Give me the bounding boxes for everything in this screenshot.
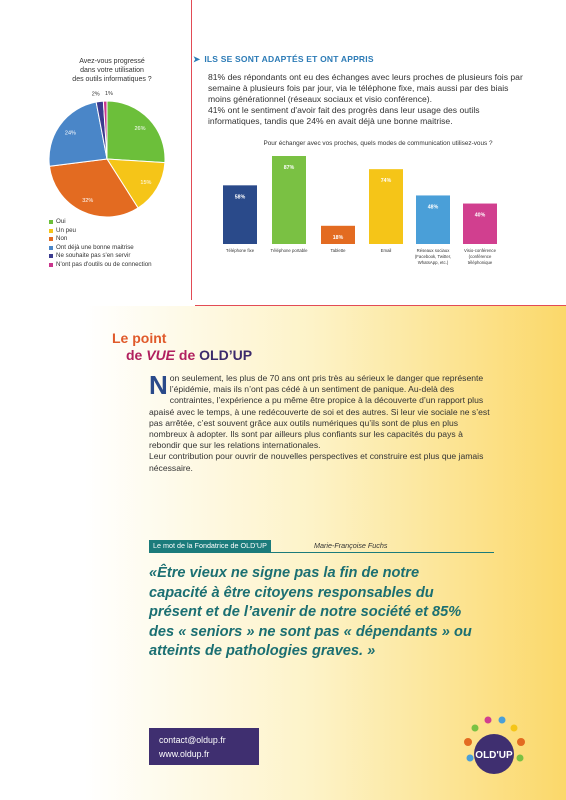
bar-category-label: Email	[380, 248, 392, 253]
bar-category-label: Réseaux sociaux	[416, 248, 450, 253]
drop-cap: N	[149, 370, 168, 400]
pov-paragraph: on seulement, les plus de 70 ans ont pris très au sérieux le danger que représente l’épidémie, mais ils n’ont pas cédé à un sentiment de panique. Au-delà des contraintes, l’expérience a pu même être propice à la découverte d’un rapport plus apaisé avec le temps, à une redécouverte de soi et des autres. Si leur vie sociale ne s’est pas arrêtée, c’est souvent grâce aux outils numériques qu’ils sont de plus en plus nombreux à adopter. Ils sont par ailleurs plus confiants sur les capacités du pays à rebondir que sur les relations internationales.	[149, 373, 490, 451]
bar-category-label: téléphonique	[467, 260, 493, 265]
pov-title-de: de	[126, 347, 147, 363]
contact-email-link[interactable]: contact@oldup.fr	[159, 735, 226, 745]
section-title-text: ILS SE SONT ADAPTÉS ET ONT APPRIS	[204, 54, 374, 64]
pie-title-line: Avez-vous progressé	[79, 58, 145, 65]
bar-value-label: 87%	[283, 165, 295, 171]
pie-slice-label: 32%	[82, 197, 94, 204]
bar-chart	[0, 0, 566, 300]
oldup-logo	[458, 712, 530, 782]
bar	[463, 204, 497, 244]
point-of-view-title	[112, 330, 252, 364]
legend-label: Non	[56, 235, 68, 242]
bar-category-label: Visio-conférence	[464, 248, 496, 253]
pov-title-oldup: OLD’UP	[199, 347, 253, 363]
bar-category-label: Tablette	[330, 248, 346, 253]
bar-chart-title: Pour échanger avec vos proches, quels modes de communication utilisez-vous ?	[263, 140, 493, 147]
founder-name: Marie-Françoise Fuchs	[314, 541, 388, 550]
bar-value-label: 18%	[332, 234, 344, 241]
founder-header	[149, 540, 494, 552]
founder-underline	[149, 552, 494, 553]
pie-slice-label: 24%	[64, 130, 76, 137]
pie-slice-label: 26%	[134, 126, 146, 133]
arrow-icon: ➤	[193, 54, 201, 64]
pov-title-vue: VUE	[146, 347, 176, 363]
pov-body	[149, 370, 494, 474]
bar-category-label: Téléphone fixe	[225, 248, 255, 253]
section-paragraph: 41% ont le sentiment d'avoir fait des progrès dans leur usage des outils informatiques, tandis que 24% en avait déjà une bonne maitrise.	[208, 105, 480, 126]
legend-label: Oui	[56, 218, 66, 225]
pie-title-line: dans votre utilisation	[80, 67, 144, 74]
pov-title-line1: Le point	[112, 330, 167, 346]
pie-slice-label: 15%	[140, 180, 152, 187]
legend-label: Un peu	[56, 226, 76, 234]
bar-value-label: 74%	[380, 178, 392, 185]
pie-slice-label: 1%	[104, 91, 113, 98]
legend-label: Ont déjà une bonne maitrise	[56, 243, 134, 251]
pie-slice-label: 2%	[91, 91, 100, 98]
pie-title-line: des outils informatiques ?	[72, 76, 152, 83]
section-paragraph: 81% des répondants ont eu des échanges avec leurs proches de plusieurs fois par semaine à plusieurs fois par jour, via le téléphone fixe, mais aussi par des biais moins générationnel (réseaux sociaux et visio conférence).	[208, 72, 523, 104]
legend-label: N'ont pas d'outils ou de connection	[56, 260, 152, 268]
contact-website-link[interactable]: www.oldup.fr	[159, 749, 210, 759]
legend-label: Ne souhaite pas s'en servir	[56, 252, 131, 259]
bar-category-label: (conférence	[468, 254, 492, 259]
pov-title-de2: de	[175, 347, 200, 363]
contact-box	[149, 728, 259, 765]
bar-value-label: 40%	[474, 212, 486, 219]
founder-badge: Le mot de la Fondatrice de OLD’UP	[149, 540, 271, 552]
founder-quote: «Être vieux ne signe pas la fin de notre capacité à être citoyens responsables du présent et de l’avenir de notre société et 85% des « seniors » ne sont pas « dépendants » ou atteints de pathologies graves. »	[149, 565, 472, 659]
pov-paragraph: Leur contribution pour ouvrir de nouvelles perspectives et construire est plus que jamais nécessaire.	[149, 451, 484, 473]
bar-value-label: 58%	[234, 194, 246, 201]
bar-category-label: (Facebook, Twitter,	[414, 254, 452, 259]
bar-value-label: 48%	[427, 204, 439, 211]
bar-category-label: WhatsApp, etc.)	[417, 260, 449, 265]
logo-text: OLD'UP	[475, 750, 513, 761]
bar	[416, 195, 450, 244]
pov-title-line2	[126, 347, 252, 364]
bar-category-label: Téléphone portable	[270, 248, 308, 253]
